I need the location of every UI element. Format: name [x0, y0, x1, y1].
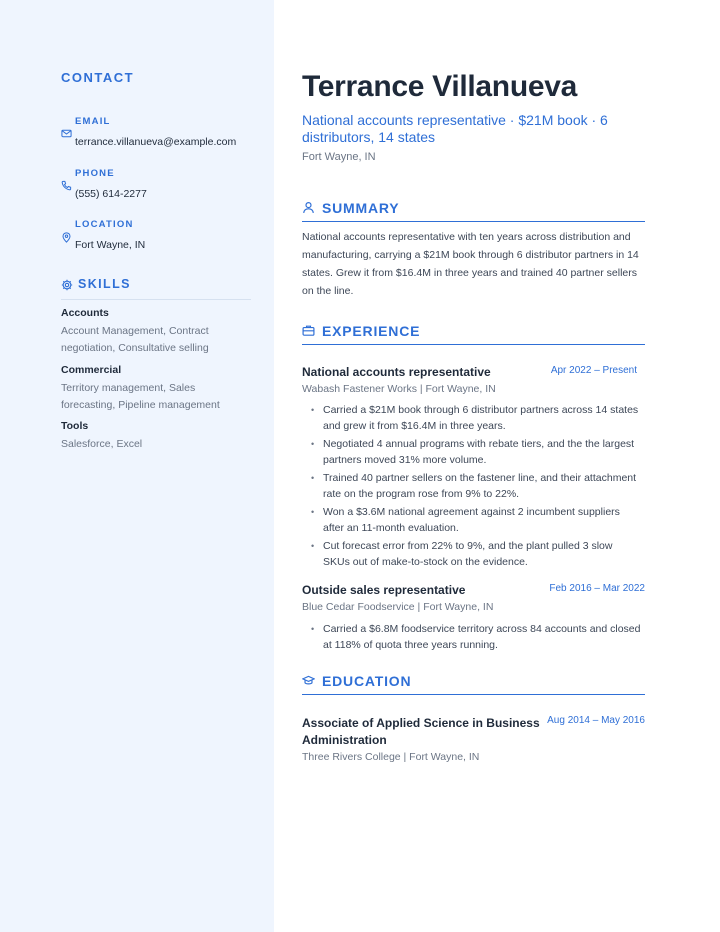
- skill-group-accounts: [61, 306, 241, 356]
- skills-heading: [61, 277, 251, 300]
- education-org: Three Rivers College | Fort Wayne, IN: [302, 751, 480, 763]
- skill-group-tools: [61, 419, 241, 453]
- bullet-item: • Negotiated 4 annual programs with rebate tiers, and the the largest partners moved 31% more volume.: [311, 436, 641, 468]
- skill-category: Tools: [61, 420, 89, 432]
- briefcase-icon: [302, 324, 315, 337]
- sidebar: [0, 0, 274, 932]
- job-org: Blue Cedar Foodservice | Fort Wayne, IN: [302, 601, 494, 613]
- graduation-cap-icon: [302, 674, 315, 687]
- email-label: EMAIL: [75, 116, 111, 127]
- skills-title: SKILLS: [78, 277, 131, 291]
- map-pin-icon: [61, 232, 72, 243]
- experience-heading: [302, 323, 645, 345]
- experience-title: EXPERIENCE: [322, 323, 421, 339]
- summary-text: National accounts representative with ten years across distribution and manufacturing, carrying a $21M book through 6 distributor partners in 14 states. Grew it from $16.4M in three years and trained 40 partner sellers on the line.: [302, 231, 639, 297]
- user-icon: [302, 201, 315, 214]
- job-org: Wabash Fastener Works | Fort Wayne, IN: [302, 383, 496, 395]
- skill-list: Salesforce, Excel: [61, 438, 143, 450]
- skill-group-commercial: [61, 363, 241, 413]
- skill-list: Account Management, Contract negotiation, Consultative selling: [61, 325, 209, 354]
- phone-label: PHONE: [75, 168, 115, 179]
- skill-category: Commercial: [61, 364, 122, 376]
- tagline: National accounts representative · $21M book · 6 distributors, 14 states: [302, 112, 608, 145]
- mail-icon: [61, 128, 72, 139]
- email-value[interactable]: terrance.villanueva@example.com: [75, 136, 237, 148]
- bullet-item: • Cut forecast error from 22% to 9%, and the plant pulled 3 slow SKUs out of make-to-stock on the evidence.: [311, 538, 641, 570]
- header-location: Fort Wayne, IN: [302, 151, 376, 163]
- degree-title: Associate of Applied Science in Business Administration: [302, 716, 540, 747]
- bullet-item: • Carried a $6.8M foodservice territory across 84 accounts and closed at 118% of quota three years running.: [311, 621, 641, 653]
- contact-heading: CONTACT: [61, 70, 135, 85]
- education-title: EDUCATION: [322, 673, 412, 689]
- summary-heading: [302, 200, 645, 222]
- skill-category: Accounts: [61, 307, 109, 319]
- job-bullets: [311, 402, 641, 572]
- phone-icon: [61, 180, 72, 191]
- job-title: Outside sales representative: [302, 583, 466, 597]
- education-dates: Aug 2014 – May 2016: [547, 715, 645, 726]
- job-dates: Apr 2022 – Present: [550, 365, 637, 376]
- bullet-item: • Won a $3.6M national agreement against 2 incumbent suppliers after an 11-month evaluation.: [311, 504, 641, 536]
- location-value: Fort Wayne, IN: [75, 239, 146, 251]
- phone-value[interactable]: (555) 614-2277: [75, 188, 147, 200]
- job-dates: Feb 2016 – Mar 2022: [549, 583, 645, 594]
- candidate-name: Terrance Villanueva: [302, 70, 578, 103]
- bullet-item: • Carried a $21M book through 6 distributor partners across 14 states and grew it from $16.4M in three years.: [311, 402, 641, 434]
- job-title: National accounts representative: [302, 365, 491, 379]
- summary-title: SUMMARY: [322, 200, 400, 216]
- bullet-item: • Trained 40 partner sellers on the fastener line, and their attachment rate on the program rose from 9% to 22%.: [311, 470, 641, 502]
- job-bullets: [311, 621, 641, 655]
- main-content: [274, 0, 720, 932]
- skill-list: Territory management, Sales forecasting, Pipeline management: [61, 382, 220, 411]
- gear-icon: [61, 279, 73, 291]
- location-label: LOCATION: [75, 219, 134, 230]
- education-heading: [302, 673, 645, 695]
